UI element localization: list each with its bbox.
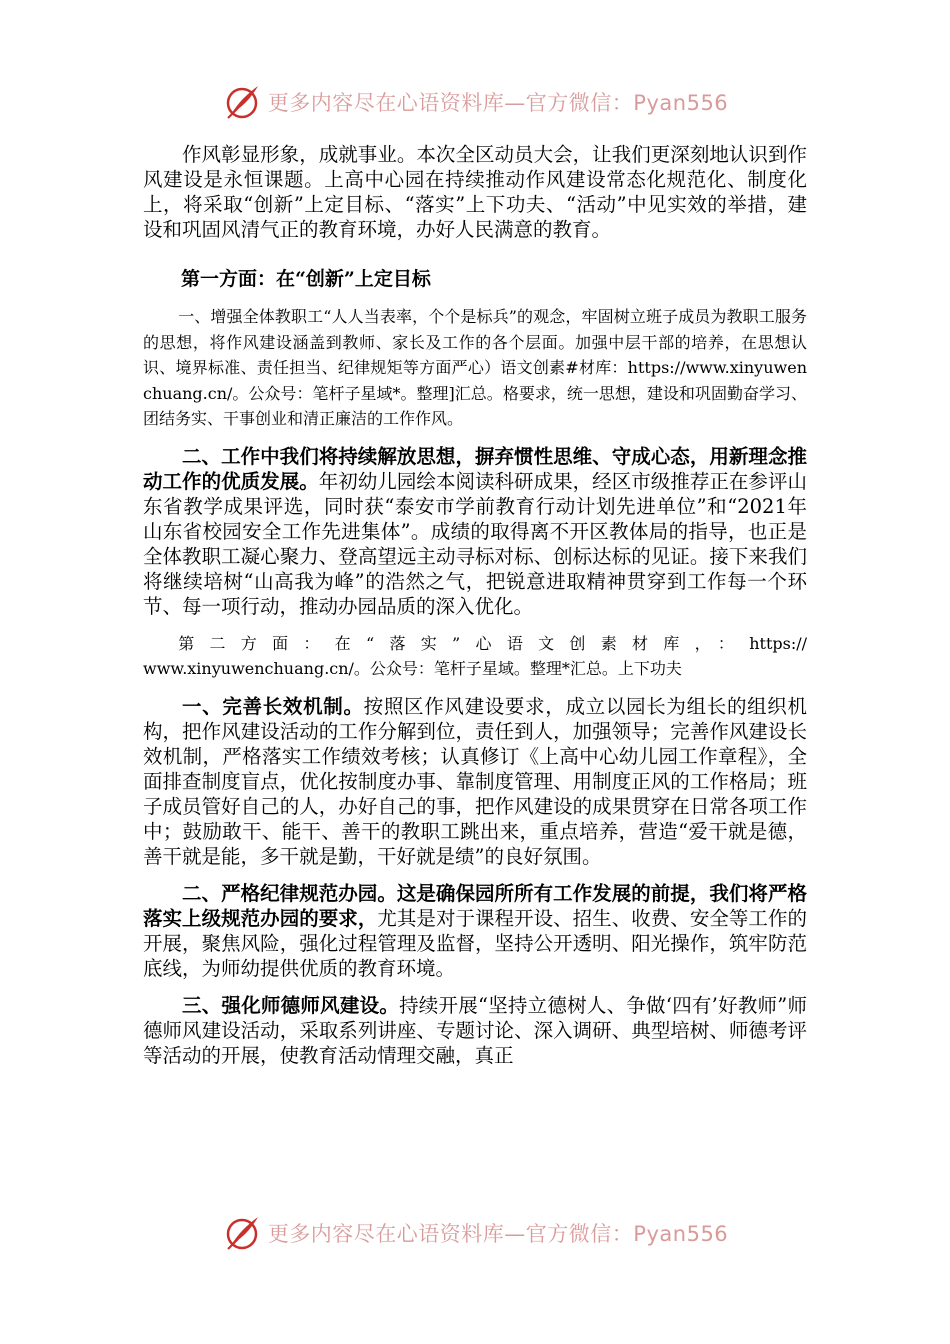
watermark-text: 更多内容尽在心语资料库—官方微信：Pyan556 <box>267 1222 729 1246</box>
document-body <box>143 142 807 1068</box>
item1-bold: 一、完善长效机制。 <box>182 694 364 718</box>
item3-bold: 三、强化师德师风建设。 <box>182 993 400 1017</box>
item2-text: 尤其是对于课程开设、招生、收费、安全等工作的开展，聚焦风险，强化过程管理及监督，坚持公开透明、阳光操作，筑牢防范底线，为师幼提供优质的教育环境。 <box>143 906 807 980</box>
watermark-text: 更多内容尽在心语资料库—官方微信：Pyan556 <box>267 91 729 115</box>
item1-paragraph <box>143 694 807 869</box>
watermark-banner-bottom <box>0 1211 950 1255</box>
item2-bold: 二、严格纪律规范办园。这是确保园所所有工作发展的前提，我们将严格落实上级规范办园的要求， <box>143 881 807 930</box>
item1-text: 按照区作风建设要求，成立以园长为组长的组织机构，把作风建设活动的工作分解到位，责任到人，加强领导；完善作风建设长效机制，严格落实工作绩效考核；认真修订《上高中心幼儿园工作章程》，全面排查制度盲点，优化按制度办事、靠制度管理、用制度正风的工作格局；班子成员管好自己的人，办好自己的事，把作风建设的成果贯穿在日常各项工作中；鼓励敢干、能干、善干的教职工跳出来，重点培养，营造“爱干就是德，善干就是能，多干就是勤，干好就是绩”的良好氛围。 <box>143 694 807 868</box>
item3-text: 持续开展“坚持立德树人、争做‘四有’好教师”师德师风建设活动，采取系列讲座、专题讨论、深入调研、典型培树、师德考评等活动的开展，使教育活动情理交融，真正 <box>143 993 807 1067</box>
section1-paragraph-2-bold: 二、工作中我们将持续解放思想，摒弃惯性思维、守成心态，用新理念推动工作的优质发展。 <box>143 444 807 493</box>
item3-paragraph <box>143 993 807 1068</box>
section2-heading-line1: 第二方面：在“落实”心语文创素材库，：https:// <box>178 633 807 653</box>
item2-paragraph <box>143 881 807 981</box>
section1-paragraph-2 <box>143 444 807 619</box>
intro-paragraph: 作风彰显形象，成就事业。本次全区动员大会，让我们更深刻地认识到作风建设是永恒课题。上高中心园在持续推动作风建设常态化规范化、制度化上，将采取“创新”上定目标、“落实”上下功夫、“活动”中见实效的举措，建设和巩固风清气正的教育环境，办好人民满意的教育。 <box>143 143 807 241</box>
feather-logo-icon <box>222 82 262 122</box>
section1-paragraph-1: 一、增强全体教职工“人人当表率，个个是标兵”的观念，牢固树立班子成员为教职工服务的思想，将作风建设涵盖到教师、家长及工作的各个层面。加强中层干部的培养，在思想认识、境界标准、责任担当、纪律规矩等方面严心）语文创素#材库：https://www.xinyuwenchuang.cn/。公众号：笔杆子星域*。整理]汇总。格要求，统一思想，建设和巩固勤奋学习、团结务实、干事创业和清正廉洁的工作作风。 <box>143 307 807 428</box>
watermark-banner-top <box>0 80 950 124</box>
feather-logo-icon <box>222 1213 262 1253</box>
section2-heading-line2: www.xinyuwenchuang.cn/。公众号：笔杆子星域。整理*汇总。上下功夫 <box>143 659 682 678</box>
section1-paragraph-2-text: 年初幼儿园绘本阅读科研成果，经区市级推荐正在参评山东省教学成果评选，同时获“泰安市学前教育行动计划先进单位”和“2021年山东省校园安全工作先进集体”。成绩的取得离不开区教体局的指导，也正是全体教职工凝心聚力、登高望远主动寻标对标、创标达标的见证。接下来我们将继续培树“山高我为峰”的浩然之气，把锐意进取精神贯穿到工作每一个环节、每一项行动，推动办园品质的深入优化。 <box>143 469 807 618</box>
section1-heading: 第一方面：在“创新”上定目标 <box>181 268 431 290</box>
